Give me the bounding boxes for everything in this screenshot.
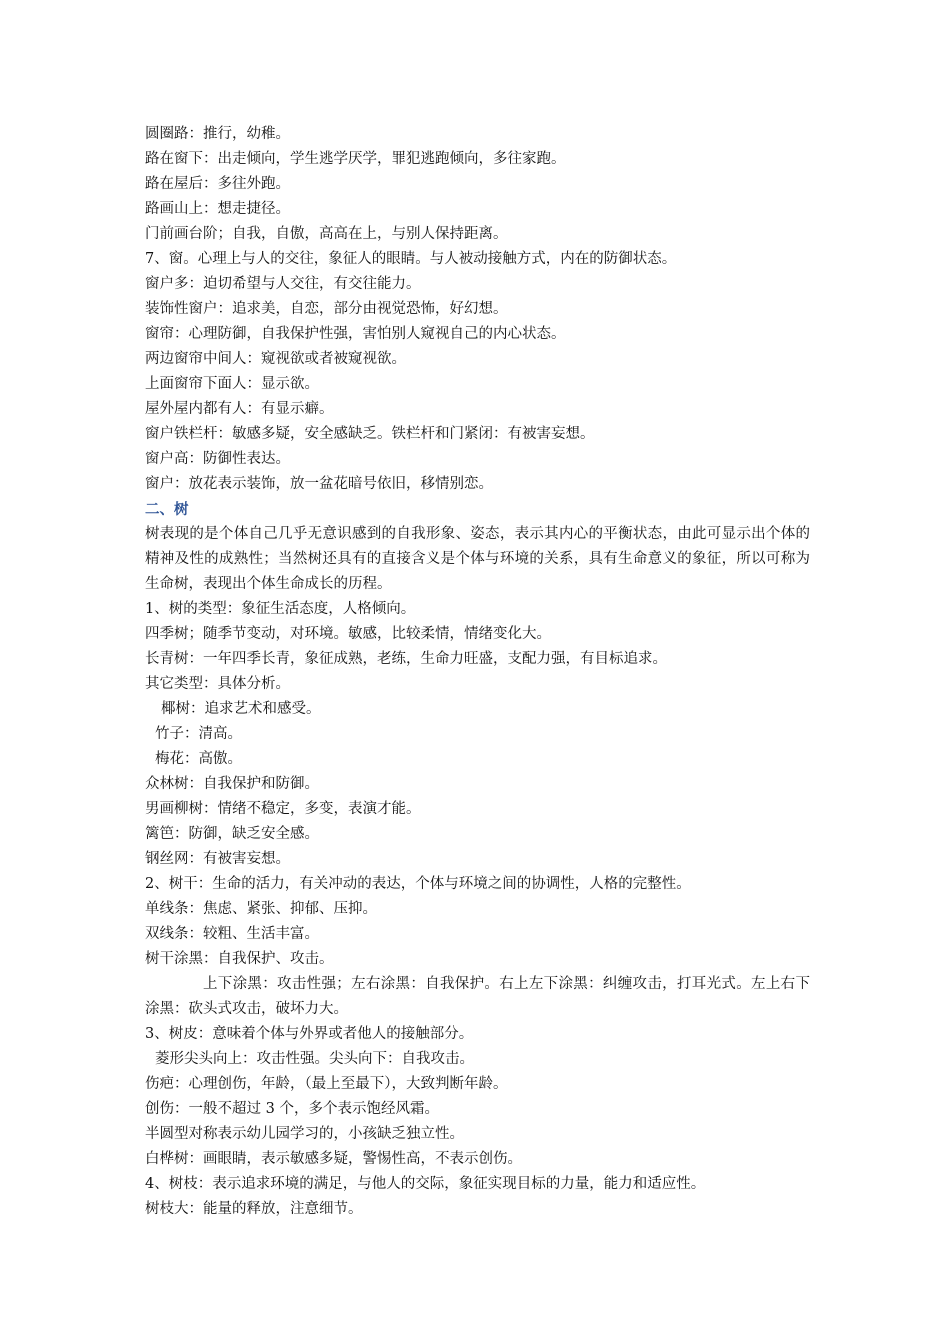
text-line: 长青树：一年四季长青，象征成熟，老练，生命力旺盛，支配力强，有目标追求。 (145, 651, 667, 667)
tree-intro-paragraph: 树表现的是个体自己几乎无意识感到的自我形象、姿态，表示其内心的平衡状态，由此可显示出个体的精神及性的成熟性；当然树还具有的直接含义是个体与环境的关系，具有生命意义的象征，所以可称为生命树，表现出个体生命成长的历程。 (145, 526, 810, 592)
text-line: 树干涂黑：自我保护、攻击。 (145, 951, 334, 967)
text-line: 装饰性窗户：追求美，自恋，部分由视觉恐怖，好幻想。 (145, 301, 508, 317)
text-line: 钢丝网：有被害妄想。 (145, 851, 290, 867)
section-heading: 二、树 (145, 501, 189, 518)
text-line: 窗户铁栏杆：敏感多疑，安全感缺乏。铁栏杆和门紧闭：有被害妄想。 (145, 426, 595, 442)
text-line: 半圆型对称表示幼儿园学习的，小孩缺乏独立性。 (145, 1126, 464, 1142)
text-line: 路在窗下：出走倾向，学生逃学厌学，罪犯逃跑倾向，多往家跑。 (145, 151, 566, 167)
text-line: 1、树的类型：象征生活态度，人格倾向。 (145, 601, 416, 617)
text-line: 创伤：一般不超过 3 个，多个表示饱经风霜。 (145, 1101, 439, 1117)
text-line-bark: 3、树皮：意味着个体与外界或者他人的接触部分。 (145, 1026, 474, 1042)
text-line: 男画柳树：情绪不稳定，多变，表演才能。 (145, 801, 421, 817)
text-line: 屋外屋内都有人：有显示癖。 (145, 401, 334, 417)
document-body (145, 122, 810, 1222)
text-line: 7、窗。心理上与人的交往，象征人的眼睛。与人被动接触方式，内在的防御状态。 (145, 251, 677, 267)
text-line-coconut: 椰树：追求艺术和感受。 (161, 701, 321, 717)
text-line: 窗户多：迫切希望与人交往，有交往能力。 (145, 276, 421, 292)
text-line: 圆圈路：推行，幼稚。 (145, 126, 290, 142)
text-line: 单线条：焦虑、紧张、抑郁、压抑。 (145, 901, 377, 917)
text-line: 窗帘：心理防御，自我保护性强，害怕别人窥视自己的内心状态。 (145, 326, 566, 342)
trunk-black-paragraph: 上下涂黑：攻击性强；左右涂黑：自我保护。右上左下涂黑：纠缠攻击，打耳光式。左上右下涂黑：砍头式攻击，破坏力大。 (145, 976, 810, 1017)
text-line: 白桦树：画眼睛，表示敏感多疑，警惕性高，不表示创伤。 (145, 1151, 522, 1167)
text-line-plum: 梅花：高傲。 (155, 751, 242, 767)
text-line: 众林树：自我保护和防御。 (145, 776, 319, 792)
text-line: 树枝大：能量的释放，注意细节。 (145, 1201, 363, 1217)
text-line: 4、树枝：表示追求环境的满足，与他人的交际，象征实现目标的力量，能力和适应性。 (145, 1176, 706, 1192)
text-line: 上面窗帘下面人：显示欲。 (145, 376, 319, 392)
text-line: 篱笆：防御，缺乏安全感。 (145, 826, 319, 842)
text-line: 路画山上：想走捷径。 (145, 201, 290, 217)
text-line-bamboo: 竹子：清高。 (155, 726, 242, 742)
text-line: 伤疤：心理创伤，年龄，（最上至最下），大致判断年龄。 (145, 1076, 508, 1092)
text-line: 2、树干：生命的活力，有关冲动的表达，个体与环境之间的协调性，人格的完整性。 (145, 876, 691, 892)
text-line: 路在屋后：多往外跑。 (145, 176, 290, 192)
text-line: 两边窗帘中间人：窥视欲或者被窥视欲。 (145, 351, 406, 367)
text-line-diamond: 菱形尖头向上：攻击性强。尖头向下：自我攻击。 (155, 1051, 474, 1067)
text-line: 双线条：较粗、生活丰富。 (145, 926, 319, 942)
text-line: 窗户：放花表示装饰，放一盆花暗号依旧，移情别恋。 (145, 476, 493, 492)
text-line: 窗户高：防御性表达。 (145, 451, 290, 467)
text-line: 其它类型：具体分析。 (145, 676, 290, 692)
text-line: 门前画台阶；自我，自傲，高高在上，与别人保持距离。 (145, 226, 508, 242)
text-line: 四季树；随季节变动，对环境。敏感，比较柔情，情绪变化大。 (145, 626, 551, 642)
